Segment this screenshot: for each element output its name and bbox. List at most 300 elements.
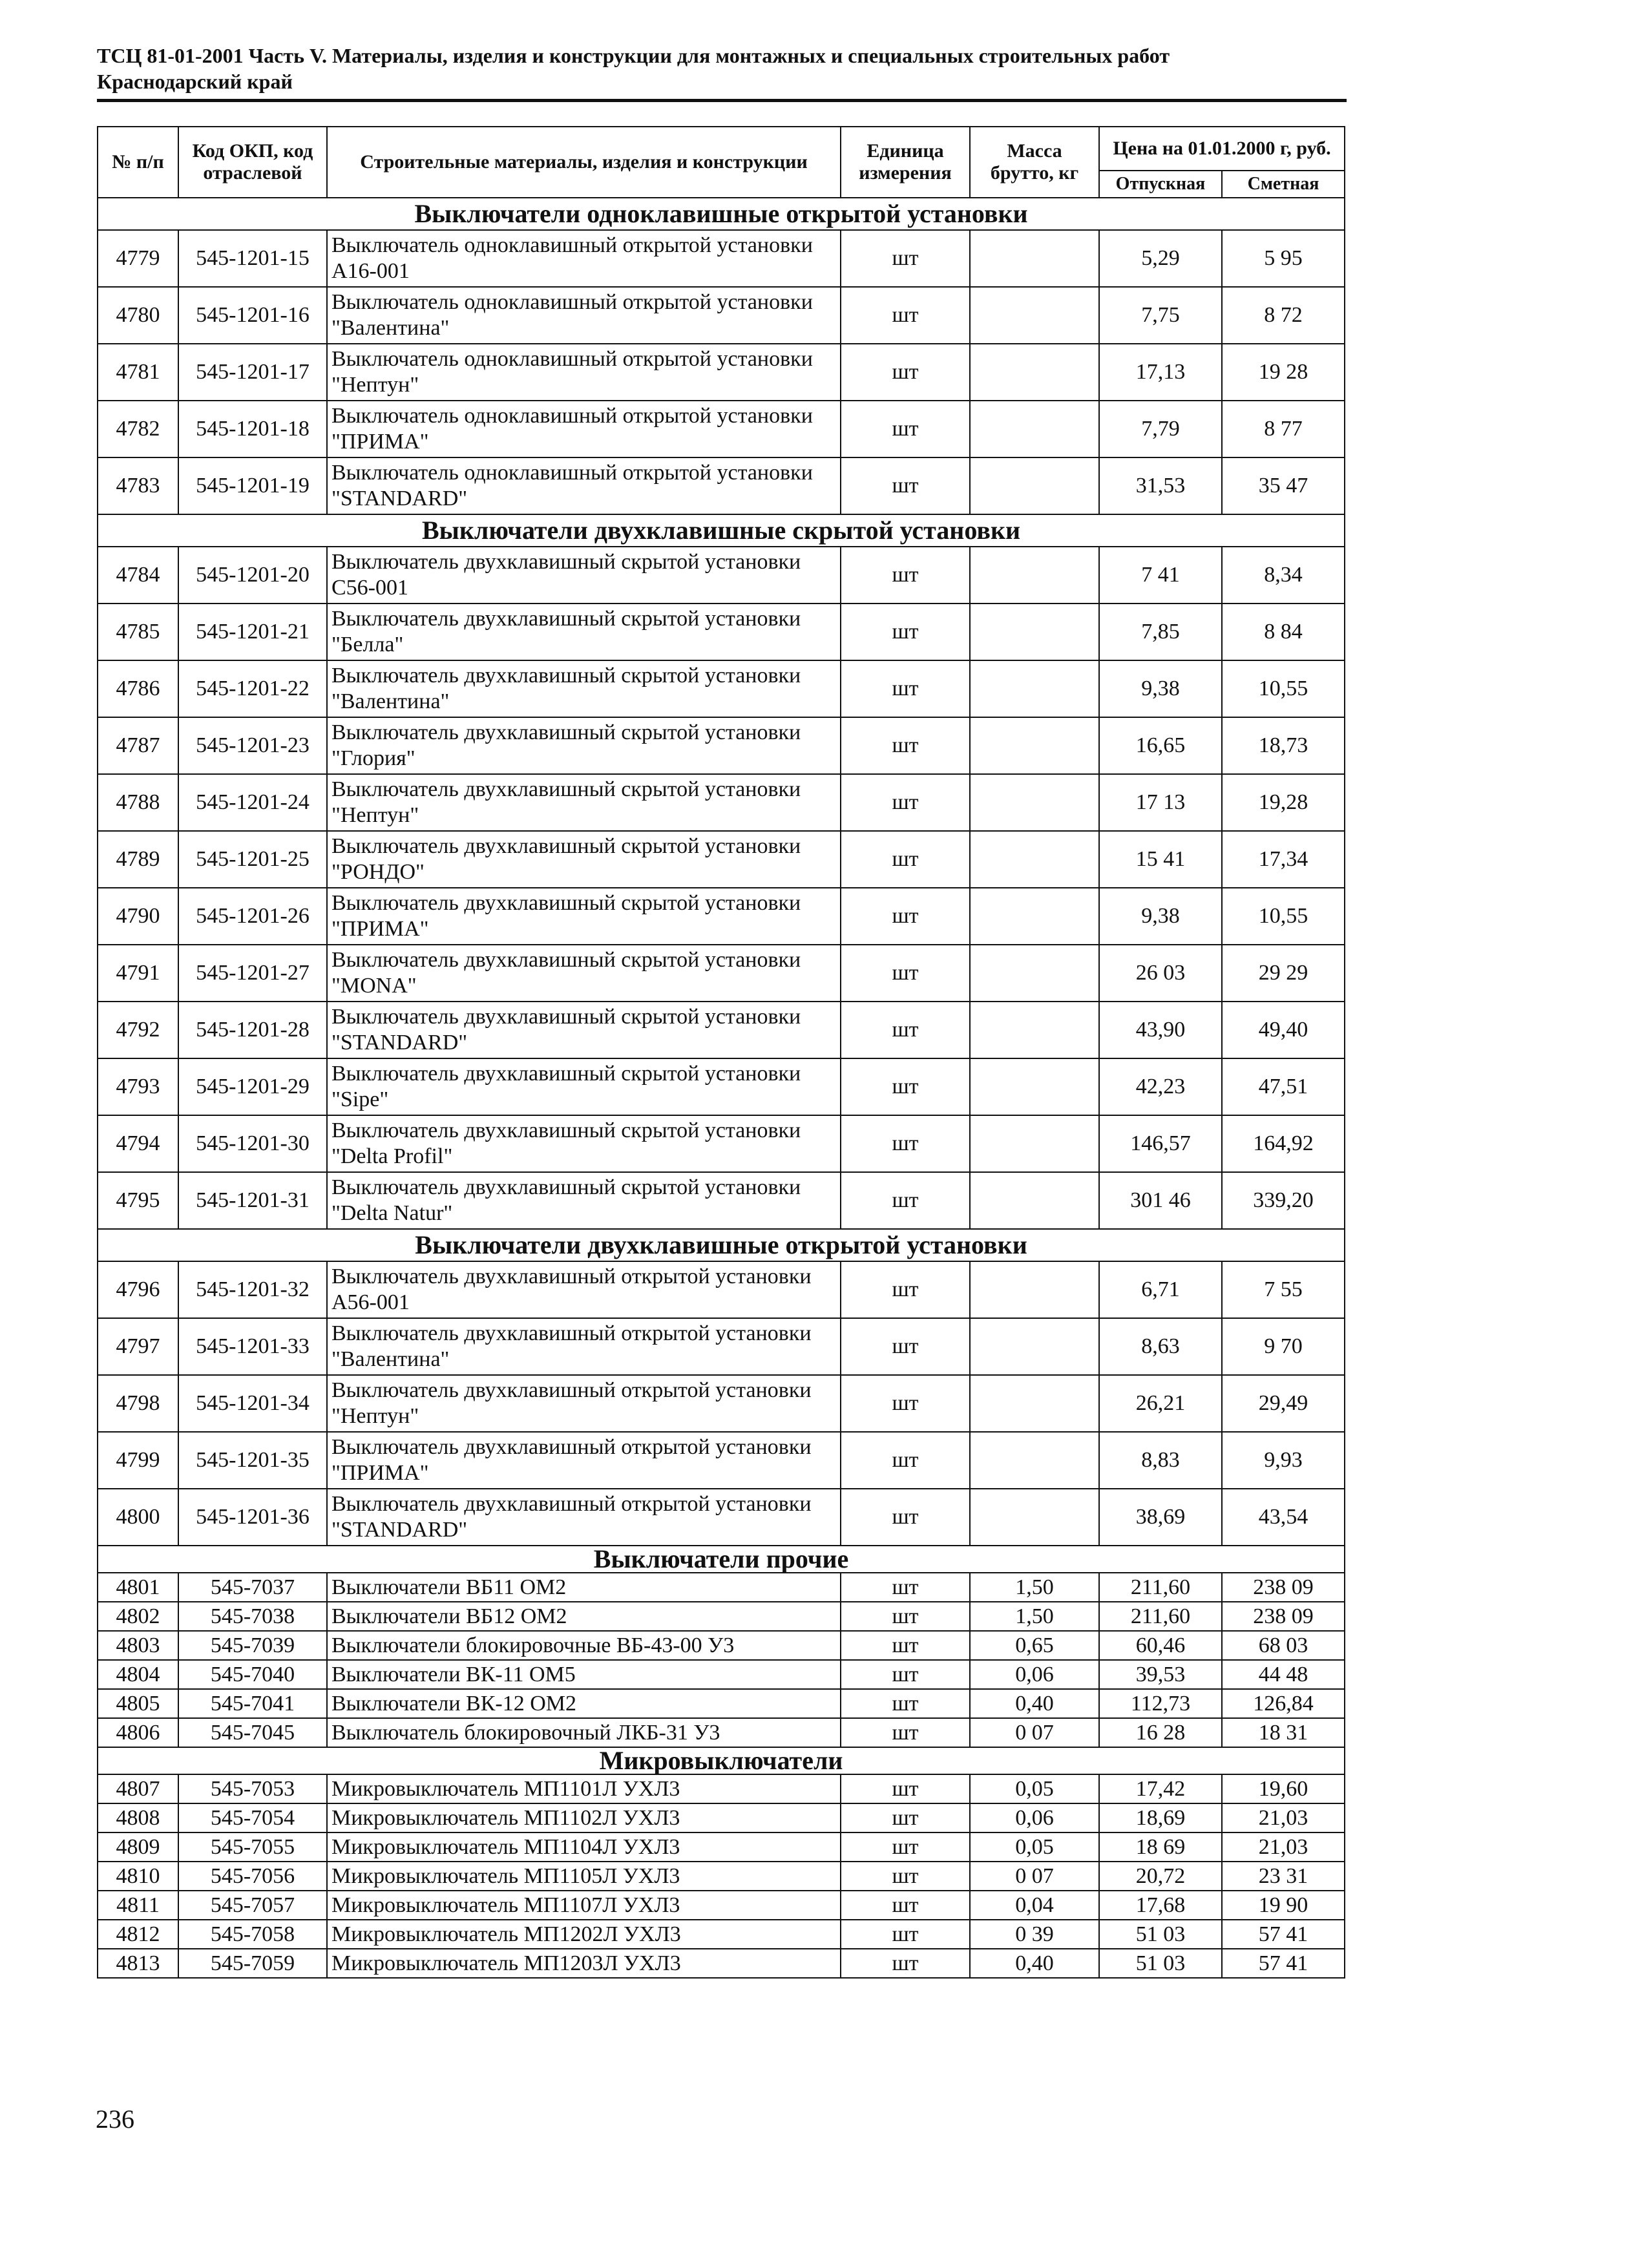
cell-price-release: 51 03 bbox=[1099, 1949, 1222, 1978]
cell-name: Микровыключатель МП1104Л УХЛ3 bbox=[327, 1832, 841, 1862]
cell-unit: шт bbox=[841, 1832, 970, 1862]
cell-name: Выключатель двухклавишный скрытой установки "РОНДО" bbox=[327, 831, 841, 888]
cell-unit: шт bbox=[841, 1489, 970, 1546]
cell-price-estimate: 68 03 bbox=[1222, 1631, 1345, 1660]
cell-price-release: 42,23 bbox=[1099, 1058, 1222, 1115]
cell-name: Выключатель двухклавишный скрытой установки С56-001 bbox=[327, 547, 841, 604]
col-header-price-release: Отпускная bbox=[1099, 171, 1222, 198]
cell-price-release: 43,90 bbox=[1099, 1002, 1222, 1058]
cell-num: 4811 bbox=[98, 1891, 178, 1920]
cell-code: 545-7058 bbox=[178, 1920, 327, 1949]
cell-price-estimate: 9,93 bbox=[1222, 1432, 1345, 1489]
cell-price-estimate: 21,03 bbox=[1222, 1803, 1345, 1832]
cell-mass bbox=[970, 1432, 1099, 1489]
cell-price-estimate: 9 70 bbox=[1222, 1318, 1345, 1375]
cell-unit: шт bbox=[841, 1803, 970, 1832]
cell-code: 545-7053 bbox=[178, 1774, 327, 1803]
cell-name: Выключатель двухклавишный скрытой установки "Глория" bbox=[327, 717, 841, 774]
table-row bbox=[98, 547, 1345, 604]
cell-name: Выключатель двухклавишный скрытой установки "Белла" bbox=[327, 604, 841, 660]
cell-price-estimate: 23 31 bbox=[1222, 1862, 1345, 1891]
cell-mass: 0,04 bbox=[970, 1891, 1099, 1920]
cell-price-estimate: 10,55 bbox=[1222, 660, 1345, 717]
cell-price-estimate: 57 41 bbox=[1222, 1949, 1345, 1978]
cell-code: 545-7039 bbox=[178, 1631, 327, 1660]
table-row bbox=[98, 1803, 1345, 1832]
cell-name: Выключатели ВБ12 ОМ2 bbox=[327, 1602, 841, 1631]
cell-mass bbox=[970, 774, 1099, 831]
cell-name: Выключатель двухклавишный открытой установки "ПРИМА" bbox=[327, 1432, 841, 1489]
cell-code: 545-7045 bbox=[178, 1718, 327, 1747]
cell-num: 4812 bbox=[98, 1920, 178, 1949]
section-header-row bbox=[98, 1229, 1345, 1261]
table-body bbox=[98, 198, 1345, 1978]
cell-mass: 0,05 bbox=[970, 1774, 1099, 1803]
cell-num: 4802 bbox=[98, 1602, 178, 1631]
cell-name: Выключатель двухклавишный скрытой установки "Валентина" bbox=[327, 660, 841, 717]
cell-code: 545-7040 bbox=[178, 1660, 327, 1689]
cell-code: 545-7057 bbox=[178, 1891, 327, 1920]
cell-mass: 0,40 bbox=[970, 1949, 1099, 1978]
table-header-row bbox=[98, 127, 1345, 171]
table-row bbox=[98, 604, 1345, 660]
cell-unit: шт bbox=[841, 1718, 970, 1747]
cell-code: 545-7054 bbox=[178, 1803, 327, 1832]
cell-price-release: 26 03 bbox=[1099, 945, 1222, 1002]
cell-price-release: 20,72 bbox=[1099, 1862, 1222, 1891]
cell-name: Выключатель двухклавишный скрытой установки "Нептун" bbox=[327, 774, 841, 831]
cell-price-release: 7,75 bbox=[1099, 287, 1222, 344]
cell-num: 4785 bbox=[98, 604, 178, 660]
cell-name: Выключатель двухклавишный скрытой установки "Delta Natur" bbox=[327, 1172, 841, 1229]
table-row bbox=[98, 1774, 1345, 1803]
cell-name: Выключатель двухклавишный скрытой установки "MONA" bbox=[327, 945, 841, 1002]
table-row bbox=[98, 344, 1345, 401]
table-row bbox=[98, 1115, 1345, 1172]
cell-num: 4810 bbox=[98, 1862, 178, 1891]
cell-num: 4781 bbox=[98, 344, 178, 401]
table-row bbox=[98, 1573, 1345, 1602]
cell-name: Выключатель двухклавишный открытой установки "Нептун" bbox=[327, 1375, 841, 1432]
cell-code: 545-7059 bbox=[178, 1949, 327, 1978]
cell-price-estimate: 18 31 bbox=[1222, 1718, 1345, 1747]
section-header-row bbox=[98, 514, 1345, 547]
cell-mass bbox=[970, 1261, 1099, 1318]
cell-unit: шт bbox=[841, 1689, 970, 1718]
cell-code: 545-1201-29 bbox=[178, 1058, 327, 1115]
cell-price-estimate: 126,84 bbox=[1222, 1689, 1345, 1718]
cell-num: 4791 bbox=[98, 945, 178, 1002]
cell-unit: шт bbox=[841, 1261, 970, 1318]
cell-unit: шт bbox=[841, 401, 970, 457]
cell-num: 4797 bbox=[98, 1318, 178, 1375]
cell-name: Выключатель двухклавишный открытой установки "STANDARD" bbox=[327, 1489, 841, 1546]
cell-price-release: 301 46 bbox=[1099, 1172, 1222, 1229]
cell-num: 4807 bbox=[98, 1774, 178, 1803]
cell-price-release: 7 41 bbox=[1099, 547, 1222, 604]
cell-mass bbox=[970, 1375, 1099, 1432]
cell-num: 4806 bbox=[98, 1718, 178, 1747]
cell-num: 4804 bbox=[98, 1660, 178, 1689]
cell-code: 545-1201-18 bbox=[178, 401, 327, 457]
table-row bbox=[98, 888, 1345, 945]
cell-name: Выключатели блокировочные ВБ-43-00 У3 bbox=[327, 1631, 841, 1660]
cell-price-release: 112,73 bbox=[1099, 1689, 1222, 1718]
cell-num: 4808 bbox=[98, 1803, 178, 1832]
cell-num: 4786 bbox=[98, 660, 178, 717]
cell-price-release: 18,69 bbox=[1099, 1803, 1222, 1832]
cell-code: 545-1201-22 bbox=[178, 660, 327, 717]
page-number: 236 bbox=[96, 2105, 134, 2134]
cell-price-release: 5,29 bbox=[1099, 230, 1222, 287]
cell-num: 4796 bbox=[98, 1261, 178, 1318]
cell-price-estimate: 238 09 bbox=[1222, 1573, 1345, 1602]
cell-name: Выключатель двухклавишный скрытой установки "ПРИМА" bbox=[327, 888, 841, 945]
section-header-row bbox=[98, 198, 1345, 230]
cell-unit: шт bbox=[841, 1573, 970, 1602]
table-row bbox=[98, 831, 1345, 888]
cell-price-estimate: 35 47 bbox=[1222, 457, 1345, 514]
table-row bbox=[98, 1920, 1345, 1949]
cell-mass bbox=[970, 1002, 1099, 1058]
table-row bbox=[98, 230, 1345, 287]
col-header-mass: Масса брутто, кг bbox=[970, 127, 1099, 198]
section-title: Выключатели одноклавишные открытой установки bbox=[98, 198, 1345, 230]
price-table-container bbox=[97, 126, 1344, 1979]
cell-code: 545-1201-24 bbox=[178, 774, 327, 831]
cell-unit: шт bbox=[841, 774, 970, 831]
cell-num: 4799 bbox=[98, 1432, 178, 1489]
cell-num: 4794 bbox=[98, 1115, 178, 1172]
cell-price-estimate: 8 77 bbox=[1222, 401, 1345, 457]
table-row bbox=[98, 1689, 1345, 1718]
cell-price-estimate: 47,51 bbox=[1222, 1058, 1345, 1115]
cell-price-release: 60,46 bbox=[1099, 1631, 1222, 1660]
cell-mass bbox=[970, 287, 1099, 344]
cell-unit: шт bbox=[841, 1172, 970, 1229]
cell-num: 4795 bbox=[98, 1172, 178, 1229]
cell-price-release: 8,63 bbox=[1099, 1318, 1222, 1375]
cell-num: 4792 bbox=[98, 1002, 178, 1058]
cell-price-estimate: 17,34 bbox=[1222, 831, 1345, 888]
table-row bbox=[98, 1058, 1345, 1115]
table-row bbox=[98, 717, 1345, 774]
cell-unit: шт bbox=[841, 604, 970, 660]
cell-unit: шт bbox=[841, 1002, 970, 1058]
cell-unit: шт bbox=[841, 230, 970, 287]
cell-code: 545-7041 bbox=[178, 1689, 327, 1718]
cell-code: 545-7037 bbox=[178, 1573, 327, 1602]
cell-price-estimate: 8 84 bbox=[1222, 604, 1345, 660]
cell-code: 545-1201-19 bbox=[178, 457, 327, 514]
cell-num: 4784 bbox=[98, 547, 178, 604]
col-header-unit: Единица измерения bbox=[841, 127, 970, 198]
cell-code: 545-1201-35 bbox=[178, 1432, 327, 1489]
cell-name: Выключатели ВК-12 ОМ2 bbox=[327, 1689, 841, 1718]
cell-price-release: 9,38 bbox=[1099, 888, 1222, 945]
cell-price-release: 18 69 bbox=[1099, 1832, 1222, 1862]
page-header bbox=[97, 43, 1344, 94]
cell-unit: шт bbox=[841, 1631, 970, 1660]
cell-mass bbox=[970, 547, 1099, 604]
cell-unit: шт bbox=[841, 1774, 970, 1803]
table-row bbox=[98, 660, 1345, 717]
cell-num: 4789 bbox=[98, 831, 178, 888]
table-row bbox=[98, 457, 1345, 514]
cell-unit: шт bbox=[841, 1318, 970, 1375]
cell-unit: шт bbox=[841, 1432, 970, 1489]
table-row bbox=[98, 1718, 1345, 1747]
cell-unit: шт bbox=[841, 1375, 970, 1432]
cell-unit: шт bbox=[841, 287, 970, 344]
cell-num: 4788 bbox=[98, 774, 178, 831]
cell-num: 4798 bbox=[98, 1375, 178, 1432]
cell-price-estimate: 18,73 bbox=[1222, 717, 1345, 774]
cell-name: Микровыключатель МП1202Л УХЛ3 bbox=[327, 1920, 841, 1949]
cell-mass: 0,05 bbox=[970, 1832, 1099, 1862]
cell-price-estimate: 43,54 bbox=[1222, 1489, 1345, 1546]
cell-code: 545-1201-28 bbox=[178, 1002, 327, 1058]
cell-mass bbox=[970, 604, 1099, 660]
cell-num: 4783 bbox=[98, 457, 178, 514]
cell-name: Выключатель одноклавишный открытой установки "STANDARD" bbox=[327, 457, 841, 514]
cell-mass: 0 07 bbox=[970, 1718, 1099, 1747]
table-row bbox=[98, 1261, 1345, 1318]
table-row bbox=[98, 1432, 1345, 1489]
cell-num: 4787 bbox=[98, 717, 178, 774]
cell-name: Выключатели ВБ11 ОМ2 bbox=[327, 1573, 841, 1602]
cell-price-release: 7,85 bbox=[1099, 604, 1222, 660]
cell-price-estimate: 21,03 bbox=[1222, 1832, 1345, 1862]
cell-code: 545-7038 bbox=[178, 1602, 327, 1631]
cell-name: Микровыключатель МП1203Л УХЛ3 bbox=[327, 1949, 841, 1978]
cell-code: 545-1201-27 bbox=[178, 945, 327, 1002]
cell-unit: шт bbox=[841, 1920, 970, 1949]
cell-mass bbox=[970, 1172, 1099, 1229]
cell-name: Микровыключатель МП1102Л УХЛ3 bbox=[327, 1803, 841, 1832]
section-header-row bbox=[98, 1747, 1345, 1774]
cell-mass bbox=[970, 945, 1099, 1002]
cell-price-release: 38,69 bbox=[1099, 1489, 1222, 1546]
cell-mass bbox=[970, 230, 1099, 287]
cell-price-release: 17,13 bbox=[1099, 344, 1222, 401]
cell-unit: шт bbox=[841, 831, 970, 888]
cell-mass bbox=[970, 888, 1099, 945]
cell-code: 545-1201-25 bbox=[178, 831, 327, 888]
cell-code: 545-1201-20 bbox=[178, 547, 327, 604]
cell-unit: шт bbox=[841, 1602, 970, 1631]
cell-name: Выключатель одноклавишный открытой установки А16-001 bbox=[327, 230, 841, 287]
cell-name: Выключатели ВК-11 ОМ5 bbox=[327, 1660, 841, 1689]
table-row bbox=[98, 1489, 1345, 1546]
col-header-price: Цена на 01.01.2000 г, руб. bbox=[1099, 127, 1345, 171]
cell-price-release: 8,83 bbox=[1099, 1432, 1222, 1489]
cell-num: 4780 bbox=[98, 287, 178, 344]
price-table bbox=[97, 126, 1345, 1979]
col-header-code: Код ОКП, код отраслевой bbox=[178, 127, 327, 198]
cell-price-release: 17 13 bbox=[1099, 774, 1222, 831]
cell-num: 4813 bbox=[98, 1949, 178, 1978]
cell-name: Выключатель двухклавишный открытой установки "Валентина" bbox=[327, 1318, 841, 1375]
cell-price-estimate: 164,92 bbox=[1222, 1115, 1345, 1172]
cell-price-release: 31,53 bbox=[1099, 457, 1222, 514]
cell-num: 4779 bbox=[98, 230, 178, 287]
cell-price-release: 16,65 bbox=[1099, 717, 1222, 774]
cell-name: Микровыключатель МП1101Л УХЛ3 bbox=[327, 1774, 841, 1803]
cell-price-release: 7,79 bbox=[1099, 401, 1222, 457]
cell-price-estimate: 19 90 bbox=[1222, 1891, 1345, 1920]
section-title: Выключатели прочие bbox=[98, 1546, 1345, 1573]
cell-price-estimate: 5 95 bbox=[1222, 230, 1345, 287]
cell-unit: шт bbox=[841, 1891, 970, 1920]
cell-mass bbox=[970, 1115, 1099, 1172]
section-header-row bbox=[98, 1546, 1345, 1573]
cell-code: 545-1201-34 bbox=[178, 1375, 327, 1432]
document-title: ТСЦ 81-01-2001 Часть V. Материалы, изделия и конструкции для монтажных и специальных строительных работ bbox=[97, 44, 1170, 67]
cell-name: Выключатель блокировочный ЛКБ-31 У3 bbox=[327, 1718, 841, 1747]
cell-mass bbox=[970, 457, 1099, 514]
cell-mass: 0,40 bbox=[970, 1689, 1099, 1718]
cell-mass bbox=[970, 660, 1099, 717]
cell-price-estimate: 339,20 bbox=[1222, 1172, 1345, 1229]
cell-code: 545-1201-23 bbox=[178, 717, 327, 774]
table-row bbox=[98, 774, 1345, 831]
cell-price-estimate: 7 55 bbox=[1222, 1261, 1345, 1318]
cell-price-release: 16 28 bbox=[1099, 1718, 1222, 1747]
cell-mass bbox=[970, 1058, 1099, 1115]
cell-mass: 0,06 bbox=[970, 1803, 1099, 1832]
cell-price-release: 17,68 bbox=[1099, 1891, 1222, 1920]
cell-unit: шт bbox=[841, 1058, 970, 1115]
cell-num: 4801 bbox=[98, 1573, 178, 1602]
cell-code: 545-1201-30 bbox=[178, 1115, 327, 1172]
cell-price-estimate: 29 29 bbox=[1222, 945, 1345, 1002]
cell-mass bbox=[970, 717, 1099, 774]
document-region: Краснодарский край bbox=[97, 70, 293, 93]
cell-price-release: 15 41 bbox=[1099, 831, 1222, 888]
cell-price-release: 211,60 bbox=[1099, 1573, 1222, 1602]
cell-mass bbox=[970, 344, 1099, 401]
table-row bbox=[98, 287, 1345, 344]
cell-price-release: 211,60 bbox=[1099, 1602, 1222, 1631]
cell-mass bbox=[970, 831, 1099, 888]
col-header-price-estimate: Сметная bbox=[1222, 171, 1345, 198]
cell-price-release: 26,21 bbox=[1099, 1375, 1222, 1432]
cell-unit: шт bbox=[841, 1862, 970, 1891]
cell-price-estimate: 8 72 bbox=[1222, 287, 1345, 344]
col-header-name: Строительные материалы, изделия и конструкции bbox=[327, 127, 841, 198]
table-row bbox=[98, 1631, 1345, 1660]
col-header-num: № п/п bbox=[98, 127, 178, 198]
cell-code: 545-1201-26 bbox=[178, 888, 327, 945]
cell-code: 545-7055 bbox=[178, 1832, 327, 1862]
cell-price-estimate: 19,28 bbox=[1222, 774, 1345, 831]
cell-num: 4800 bbox=[98, 1489, 178, 1546]
cell-num: 4809 bbox=[98, 1832, 178, 1862]
cell-name: Выключатель одноклавишный открытой установки "ПРИМА" bbox=[327, 401, 841, 457]
table-row bbox=[98, 1375, 1345, 1432]
cell-unit: шт bbox=[841, 888, 970, 945]
cell-price-estimate: 19,60 bbox=[1222, 1774, 1345, 1803]
cell-mass: 0,06 bbox=[970, 1660, 1099, 1689]
table-row bbox=[98, 1949, 1345, 1978]
table-row bbox=[98, 1832, 1345, 1862]
cell-num: 4803 bbox=[98, 1631, 178, 1660]
cell-name: Выключатель одноклавишный открытой установки "Валентина" bbox=[327, 287, 841, 344]
cell-code: 545-1201-36 bbox=[178, 1489, 327, 1546]
table-row bbox=[98, 1318, 1345, 1375]
cell-code: 545-1201-33 bbox=[178, 1318, 327, 1375]
header-divider bbox=[97, 99, 1347, 102]
cell-unit: шт bbox=[841, 1660, 970, 1689]
cell-mass bbox=[970, 1489, 1099, 1546]
table-row bbox=[98, 1172, 1345, 1229]
cell-name: Микровыключатель МП1107Л УХЛ3 bbox=[327, 1891, 841, 1920]
cell-name: Выключатель двухклавишный скрытой установки "STANDARD" bbox=[327, 1002, 841, 1058]
table-row bbox=[98, 1862, 1345, 1891]
cell-price-release: 146,57 bbox=[1099, 1115, 1222, 1172]
cell-price-release: 9,38 bbox=[1099, 660, 1222, 717]
cell-mass bbox=[970, 1318, 1099, 1375]
cell-unit: шт bbox=[841, 547, 970, 604]
cell-price-release: 6,71 bbox=[1099, 1261, 1222, 1318]
cell-code: 545-1201-15 bbox=[178, 230, 327, 287]
cell-code: 545-1201-16 bbox=[178, 287, 327, 344]
cell-price-release: 39,53 bbox=[1099, 1660, 1222, 1689]
cell-price-estimate: 19 28 bbox=[1222, 344, 1345, 401]
cell-price-estimate: 10,55 bbox=[1222, 888, 1345, 945]
table-row bbox=[98, 945, 1345, 1002]
cell-code: 545-1201-21 bbox=[178, 604, 327, 660]
cell-price-estimate: 238 09 bbox=[1222, 1602, 1345, 1631]
section-title: Микровыключатели bbox=[98, 1747, 1345, 1774]
cell-mass bbox=[970, 401, 1099, 457]
cell-mass: 0 07 bbox=[970, 1862, 1099, 1891]
cell-code: 545-1201-32 bbox=[178, 1261, 327, 1318]
cell-num: 4790 bbox=[98, 888, 178, 945]
cell-unit: шт bbox=[841, 1949, 970, 1978]
cell-price-release: 51 03 bbox=[1099, 1920, 1222, 1949]
cell-code: 545-7056 bbox=[178, 1862, 327, 1891]
cell-price-estimate: 29,49 bbox=[1222, 1375, 1345, 1432]
cell-num: 4793 bbox=[98, 1058, 178, 1115]
table-row bbox=[98, 1602, 1345, 1631]
table-row bbox=[98, 401, 1345, 457]
cell-unit: шт bbox=[841, 344, 970, 401]
cell-mass: 1,50 bbox=[970, 1573, 1099, 1602]
cell-name: Выключатель двухклавишный скрытой установки "Sipe" bbox=[327, 1058, 841, 1115]
cell-unit: шт bbox=[841, 660, 970, 717]
table-row bbox=[98, 1891, 1345, 1920]
section-title: Выключатели двухклавишные открытой установки bbox=[98, 1229, 1345, 1261]
cell-num: 4805 bbox=[98, 1689, 178, 1718]
cell-num: 4782 bbox=[98, 401, 178, 457]
cell-name: Выключатель двухклавишный скрытой установки "Delta Profil" bbox=[327, 1115, 841, 1172]
cell-price-estimate: 49,40 bbox=[1222, 1002, 1345, 1058]
table-row bbox=[98, 1002, 1345, 1058]
table-row bbox=[98, 1660, 1345, 1689]
cell-name: Микровыключатель МП1105Л УХЛ3 bbox=[327, 1862, 841, 1891]
cell-code: 545-1201-17 bbox=[178, 344, 327, 401]
cell-price-estimate: 8,34 bbox=[1222, 547, 1345, 604]
cell-price-estimate: 57 41 bbox=[1222, 1920, 1345, 1949]
section-title: Выключатели двухклавишные скрытой установки bbox=[98, 514, 1345, 547]
cell-mass: 0,65 bbox=[970, 1631, 1099, 1660]
cell-mass: 0 39 bbox=[970, 1920, 1099, 1949]
cell-name: Выключатель двухклавишный открытой установки А56-001 bbox=[327, 1261, 841, 1318]
cell-price-release: 17,42 bbox=[1099, 1774, 1222, 1803]
cell-unit: шт bbox=[841, 1115, 970, 1172]
